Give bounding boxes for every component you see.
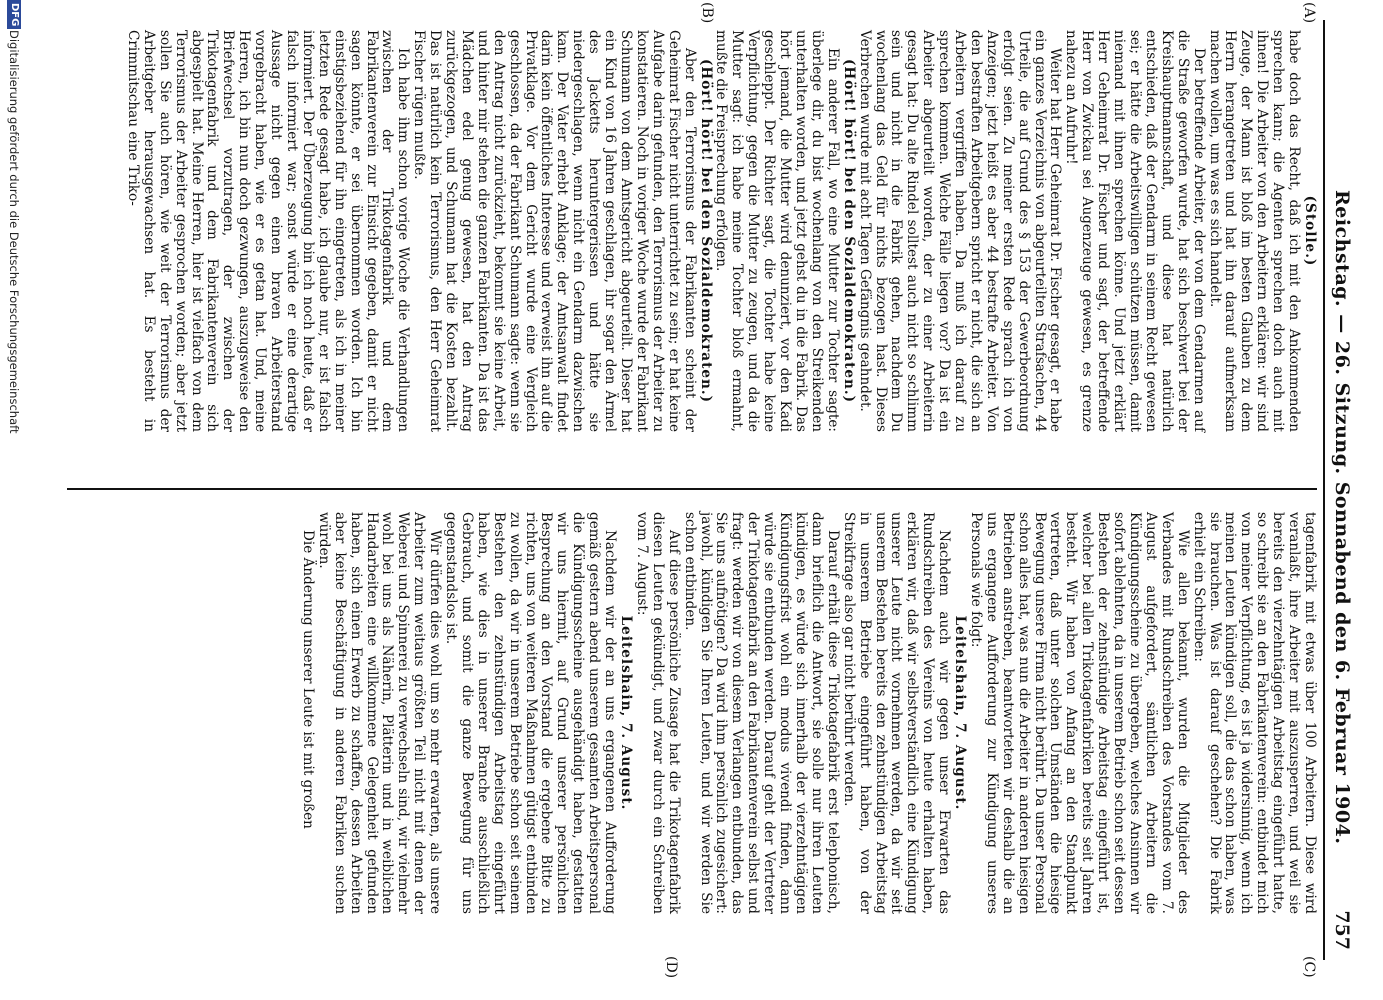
speaker-name: (Stolle.) [1302,195,1318,267]
margin-mark-a: (A) [1301,2,1317,24]
quoted-letter: Nachdem wir der an uns ergangenen Aufforderung gemäß gestern abend unserem gesamten Arbeitspersonal die Kündigungsscheine ausgehändigt haben, gestatten wir uns hiermit, auf Grund unserer persönlichen Besprechung an den Vorstand die ergebene Bitte zu richten, uns von weiteren Maßnahmen gütigst entbinden zu wollen, da wir in unserem Betriebe schon seit seinem Bestehen den zehnstündigen Arbeitstag eingeführt haben, wie dies in unserer Branche ausschließlich Gebrauch, und somit die ganze Bewegung für uns gegenstandslos ist. [443,512,619,914]
interjection: (Hört! hört! bei den Sozialdemokraten.) [697,58,714,404]
paragraph: habe doch das Recht, daß ich mit den Ankommenden sprechen kann; die Agenten sprechen doch auch mit ihnen! Die Arbeiter von den Arbeitern erklären: wir sind Zeuge, der Mann ist bloß im besten Glauben zu dem Herrn herangetreten und hat ihn darauf aufmerksam machen wollen, um was es sich handelt. [1206,30,1303,432]
paragraph: tagenfabrik mit etwas über 100 Arbeitern. Diese wird veranlaßt, ihre Arbeiter mit auszusperren, und weil sie bereits den vierzehntägigen Arbeitstag eingeführt hatte, so schreibt sie an den Fabrikantenverein: entbindet mich von meiner Verpflichtung, es ist ja widersinnig, wenn ich meinen Leuten kündigen soll, die das schon haben, was sie brauchen. Was ist darauf geschehen? Die Fabrik erhielt ein Schreiben: [1190,512,1318,914]
quoted-letter: Wie allen bekannt, wurden die Mitglieder des Verbandes mit Rundschreiben des Vorstandes vom 7. August aufgefordert, sämtlichen Arbeitern die Kündigungsscheine zu übergeben, welches Ansinnen wir sofort ablehnten, da in unserem Betrieb schon seit dessen Bestehen der zehnstündige Arbeitstag eingeführt ist, welcher bei allen Trikotagenfabriken bereits seit Jahren besteht. Wir haben von Anfang an den Standpunkt vertreten, daß unter solchen Umständen die hiesige Bewegung unsere Firma nicht berührt. Da unser Personal schon alles hat, was nun die Arbeiter in anderen hiesigen Betrieben anstreben, beantworteten wir deshalb die an uns ergangene Aufforderung zur Kündigung unseres Personals wie folgt: [967,512,1191,914]
paragraph: Weiter hat Herr Geheimrat Dr. Fischer gesagt, er habe ein ganzes Verzeichnis von abgeurteilten Strafsachen, 44 Urteile, die auf Grund des § 153 der Gewerbeordnung erfolgt seien. Zu meiner ersten Rede sprach ich von Anzeigen; jetzt heißt es aber 44 bestrafte Arbeiter. Von den bestraften Arbeitgebern spricht er nicht, die sich an Arbeitern vergriffen haben. Da muß ich darauf zu sprechen kommen. Welche Fälle liegen vor? Da ist ein Arbeiter abgeurteilt worden, der zu einer Arbeiterin gesagt hat: Du alte Rindel solltest auch nicht so schlimm sein und nicht in die Fabrik gehen, nachdem Du wochenlang das Geld für nichts bezogen hast. Dieses Verbrechen wurde mit acht Tagen Gefängnis geahndet. [856,30,1064,432]
dfg-logo: DFG [7,0,21,29]
paragraph: Ich habe ihm schon vorige Woche die Verhandlungen zwischen der Trikotagenfabrik und dem Fabrikantenverein zur Einsicht gegeben, damit er nicht sagen könnte, er sei übernommen worden. Ich bin einstigsbeziehend für ihn eingetreten, als ich in meiner letzten Rede gesagt habe, ich glaube nur, er ist falsch informiert. Der Überzeugung bin ich noch heute, daß er falsch informiert war; sonst würde er eine derartige Aussage nicht gegen einen braven Arbeiterstand vorgebracht haben, wie er es getan hat. Und, meine Herren, ich bin nun doch gezwungen, auszugsweise den Briefwechsel vorzutragen, der zwischen der Trikotagenfabrik und dem Fabrikantenverein sich abgespielt hat. Meine Herren, hier ist vielfach von dem Terrorismus der Arbeiter gesprochen worden; aber jetzt sollen Sie auch hören, wie weit der Terrorismus der Arbeitgeber herausgewachsen hat. Es besteht in Crimmitschau eine Triko- [124,30,412,432]
paragraph: Die Änderung unserer Leute ist mit großen [299,530,316,829]
paragraph: Der betreffende Arbeiter, der von dem Gendarmen auf die Straße geworfen wurde, hat sich beschwert bei der Kreishauptmannschaft, und diese hat natürlich entschieden, daß der Gendarm in seinem Recht gewesen sei; er hätte die Arbeitswilligen schützen müssen, damit niemand mit ihnen sprechen könne. Und jetzt erklärt Herr Geheimrat Dr. Fischer und sagt, der betreffende Herr von Zwickau sei Augenzeuge gewesen, es grenze nahezu an Aufruhr! [1063,30,1207,432]
credit-text: Digitalisierung gefördert durch die Deutsche Forschungsgemeinschaft [7,30,21,434]
margin-mark-d: (D) [663,956,679,979]
paragraph: Ein anderer Fall, wo eine Mutter zur Tochter sagte: überlege dir, du bist wochenlang von den Streikenden unterhalten worden, und jetzt gehst du in die Fabrik. Das hört jemand, die Mutter wird denunziert, vor den Kadi geschleppt. Der Richter sagt, die Tochter habe keine Verpflichtung, gegen die Mutter zu zeugen, und da die Mutter sagt: ich habe meine Tochter bloß ermahnt, mußte die Freisprechung erfolgen. [713,30,841,432]
margin-mark-b: (B) [699,2,715,24]
paragraph: Darauf erhält diese Trikotagefabrik erst telephonisch, dann brieflich die Antwort, sie solle nur ihren Leuten kündigen, es würde sich innerhalb der vierzehntägigen Kündigungsfrist wohl ein modus vivendi finden, dann würde sie entbunden werden. Darauf geht der Vertreter der Trikotagenfabrik an den Fabrikantenverein selbst und fragt: werden wir von diesem Verlangen entbunden, das Sie uns aufnötigen? Da wird ihm persönlich zugesichert: jawohl, kündigen Sie Ihren Leuten, und wir werden Sie schon entbinden. [681,512,841,914]
paragraph: Auf diese persönliche Zusage hat die Trikotagenfabrik diesen Leuten gekündigt, und zwar durch ein Schreiben vom 7. August: [633,512,682,914]
letter-dateline: Leitelshain, 7. August. [952,615,969,811]
right-column [299,512,1317,914]
letter-dateline: Leitelshain, 7. August. [618,615,635,811]
header-rule [1323,20,1325,960]
quoted-letter: Nachdem auch wir gegen unser Erwarten das Rundschreiben des Vereins von heute erhalten haben, erklären wir, daß wir selbstverständlich eine Kündigung unserer Leute nicht vornehmen werden, da wir seit unserem Bestehen bereits den zehnstündigen Arbeitstag in unserem Betriebe eingeführt haben, von der Streikfrage also gar nicht berührt werden. [840,512,953,914]
column-divider [67,488,1317,490]
page-header [1323,70,1353,950]
paragraph: Aber den Terrorismus der Fabrikanten scheint der Geheimrat Fischer nicht unterrichtet zu sein; er hat keine Aufgabe darin gefunden, den Terrorismus der Arbeiter zu konstatieren. Noch in voriger Woche wurde der Fabrikant Schumann von dem Amtsgericht abgeurteilt. Dieser hat ein Kind von 16 Jahren geschlagen, ihr sogar den Ärmel des Jacketts heruntergerissen und hätte sie niedergeschlagen, wenn nicht ein Gendarm dazwischen kam. Der Vater erhebt Anklage; der Amtsanwalt findet darin kein öffentliches Interesse und verweist ihn auf die Privatklage. Vor dem Gericht wurde eine Vergleich geschlossen, da der Fabrikant Schumann sagte: wenn sie den Antrag nicht zurückzieht, bekommt sie keine Arbeit, und hinter mir stehen die ganzen Fabrikanten. Da ist das Mädchen edel genug gewesen, hat den Antrag zurückgezogen, und Schumann hat die Kosten bezahlt. Das ist natürlich kein Terrorismus, den Herr Geheimrat Fischer rügen mußte. [411,30,698,432]
page-number: 757 [1331,910,1353,950]
margin-mark-c: (C) [1301,956,1317,978]
quoted-letter: Wir dürfen dies wohl um so mehr erwarten, als unsere Arbeiter zum weitaus größten Teil nicht mit denen der Weberei und Spinnerei zu verwechseln sind, wir vielmehr wohl bei uns als Näherin, Plätterin und in weiblichen Handarbeiten eine willkommene Gelegenheit gefunden haben, sich einen Erwerb zu schaffen, dessen Arbeiten aber keine Beschäftigung in anderen Fabriken suchen würden. [315,512,444,914]
running-title: Reichstag. — 26. Sitzung. Sonnabend den 6. Februar 1904. [1331,190,1353,845]
left-column [124,30,1317,432]
interjection: (Hört! hört! bei den Sozialdemokraten.) [840,58,857,404]
